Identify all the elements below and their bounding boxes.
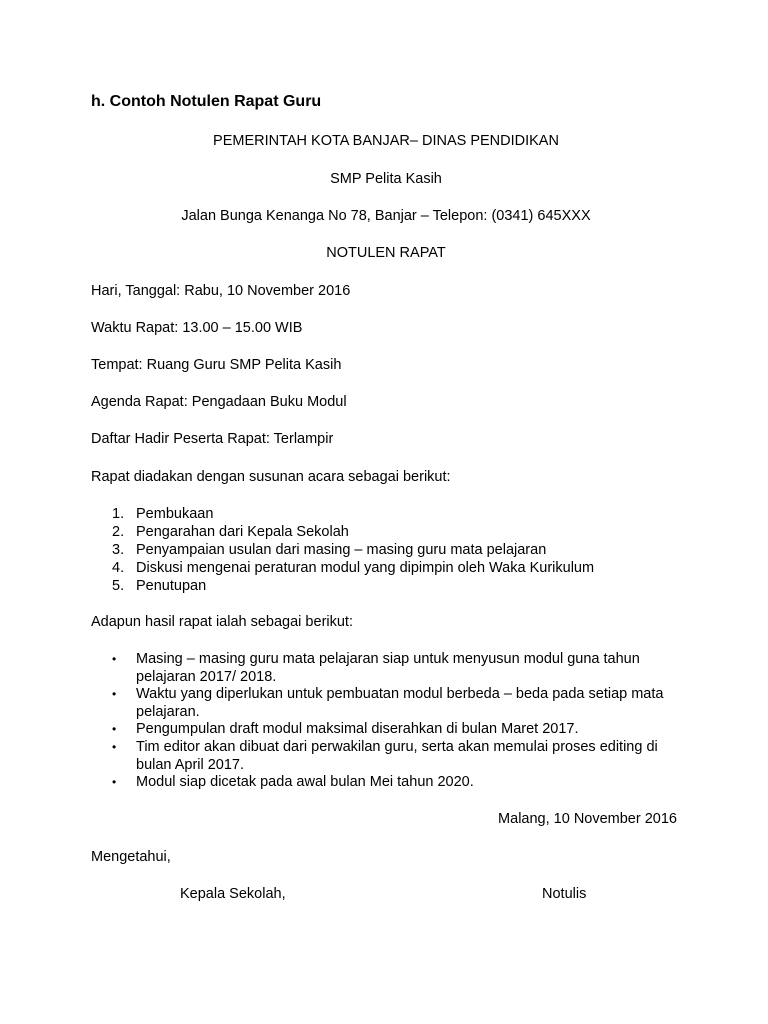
agenda-list	[91, 505, 594, 595]
list-item	[112, 774, 681, 792]
list-item-text: Penutupan	[136, 578, 207, 594]
meeting-attendance: Daftar Hadir Peserta Rapat: Terlampir	[91, 431, 334, 447]
list-item-text: Pengarahan dari Kepala Sekolah	[136, 524, 349, 540]
meeting-agenda: Agenda Rapat: Pengadaan Buku Modul	[91, 394, 347, 410]
list-item	[112, 523, 594, 541]
list-item-text: Pengumpulan draft modul maksimal diserahkan di bulan Maret 2017.	[136, 721, 579, 738]
document-title: NOTULEN RAPAT	[326, 245, 446, 261]
results-intro: Adapun hasil rapat ialah sebagai berikut:	[91, 614, 353, 630]
letterhead-government: PEMERINTAH KOTA BANJAR– DINAS PENDIDIKAN	[213, 133, 559, 149]
list-item-text: Diskusi mengenai peraturan modul yang dipimpin oleh Waka Kurikulum	[136, 560, 595, 576]
list-item	[112, 541, 594, 559]
list-number: 1.	[112, 506, 125, 522]
bullet-icon: •	[112, 722, 117, 737]
list-number: 4.	[112, 560, 125, 576]
meeting-time: Waktu Rapat: 13.00 – 15.00 WIB	[91, 320, 303, 336]
bullet-icon: •	[112, 652, 117, 666]
place-date: Malang, 10 November 2016	[498, 811, 677, 827]
list-item-text: Waktu yang diperlukan untuk pembuatan modul berbeda – beda pada setiap mata pelajaran.	[136, 686, 664, 720]
bullet-icon: •	[112, 775, 117, 790]
letterhead-school-name: SMP Pelita Kasih	[330, 171, 442, 187]
list-item	[112, 686, 681, 721]
list-item-text: Modul siap dicetak pada awal bulan Mei tahun 2020.	[136, 774, 474, 791]
list-item-text: Pembukaan	[136, 506, 214, 522]
list-item	[112, 651, 681, 686]
list-number: 2.	[112, 524, 125, 540]
section-heading: h. Contoh Notulen Rapat Guru	[91, 93, 322, 110]
list-item	[112, 738, 681, 774]
letterhead-address: Jalan Bunga Kenanga No 78, Banjar – Telepon: (0341) 645XXX	[181, 208, 591, 224]
bullet-icon: •	[112, 687, 117, 702]
acknowledged-label: Mengetahui,	[91, 849, 171, 865]
list-number: 3.	[112, 542, 125, 558]
results-list	[91, 651, 681, 792]
agenda-intro: Rapat diadakan dengan susunan acara sebagai berikut:	[91, 469, 451, 485]
signature-principal: Kepala Sekolah,	[180, 886, 286, 902]
list-number: 5.	[112, 578, 125, 594]
meeting-date: Hari, Tanggal: Rabu, 10 November 2016	[91, 283, 351, 299]
list-item-text: Penyampaian usulan dari masing – masing guru mata pelajaran	[136, 542, 547, 558]
list-item-text: Tim editor akan dibuat dari perwakilan guru, serta akan memulai proses editing di bulan April 2017.	[136, 738, 658, 773]
list-item-text: Masing – masing guru mata pelajaran siap untuk menyusun modul guna tahun pelajaran 2017/ 2018.	[136, 651, 640, 685]
list-item	[112, 577, 594, 595]
list-item	[112, 721, 681, 739]
meeting-place: Tempat: Ruang Guru SMP Pelita Kasih	[91, 357, 342, 373]
list-item	[112, 505, 594, 523]
list-item	[112, 559, 595, 577]
bullet-icon: •	[112, 739, 117, 754]
signature-secretary: Notulis	[542, 886, 587, 902]
